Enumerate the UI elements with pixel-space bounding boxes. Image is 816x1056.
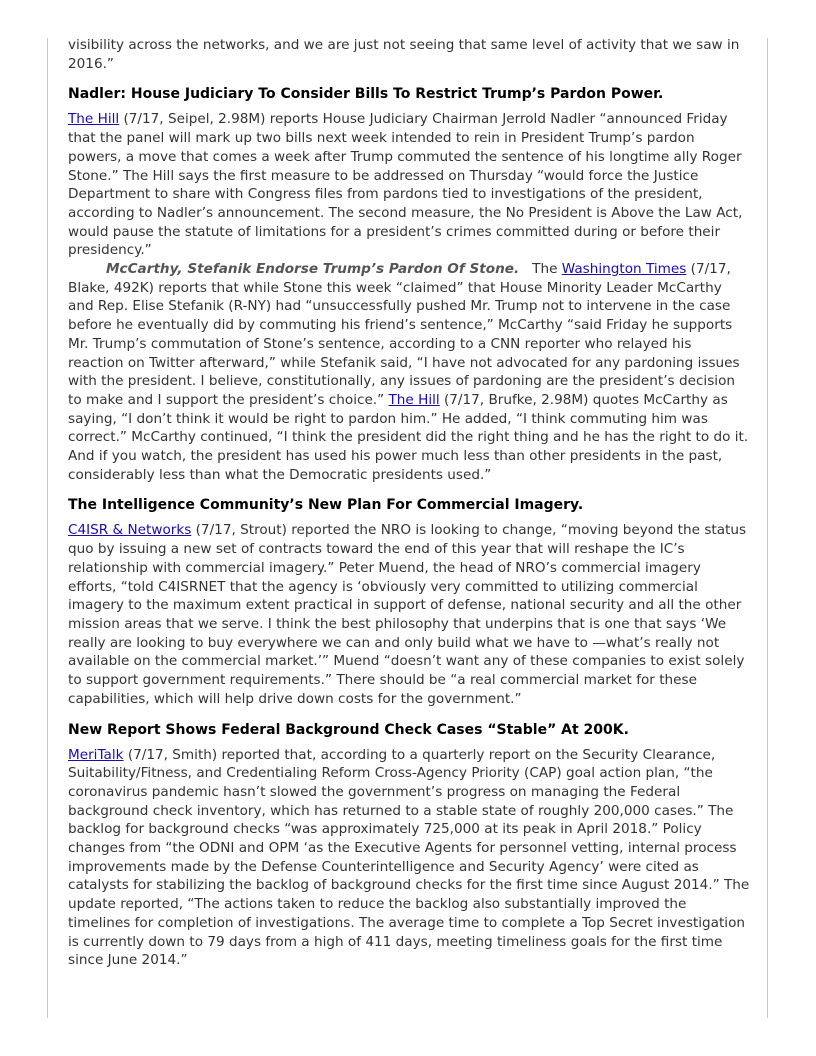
paragraph-text: (7/17, Seipel, 2.98M) reports House Judiciary Chairman Jerrold Nadler “announced Friday that the panel will mark up two bills next week intended to rein in President Trump’s pardon powers, a move that comes a week after Trump commuted the sentence of his longtime ally Roger Stone.” The Hill says the first measure to be addressed on Thursday “would force the Justice Department to share with Congress files from pardons tied to investigations of the president, according to Nadler’s announcement. The second measure, the No President is Above the Law Act, would pause the statute of limitations for a president’s crimes committed during or before their presidency.” — [68, 111, 743, 259]
source-link-c4isr[interactable]: C4ISR & Networks — [68, 522, 192, 539]
paragraph-text: (7/17, Strout) reported the NRO is looking to change, “moving beyond the status quo by issuing a new set of contracts toward the end of this year that will reshape the IC’s relationship with commercial imagery.” Peter Muend, the head of NRO’s commercial imagery efforts, “told C4ISRNET that the agency is ‘obviously very committed to utilizing commercial imagery to the maximum extent practical in support of defense, national security and all the other mission areas that we serve. I think the best philosophy that underpins that is one that says ‘We really are looking to buy everywhere we can and only build what we have to —what’s really not available on the commercial market.’” Muend “doesn’t want any of these companies to exist solely to support government requirements.” There should be “a real commercial market for these capabilities, which will help drive down costs for the government.” — [68, 522, 747, 707]
source-link-washington-times[interactable]: Washington Times — [561, 261, 687, 278]
intro-paragraph: visibility across the networks, and we are just not seeing that same level of activity that we saw in 2016.” — [68, 37, 740, 72]
source-link-the-hill[interactable]: The Hill — [388, 391, 440, 408]
page-border-right — [767, 38, 768, 1018]
paragraph-text: (7/17, Smith) reported that, according to a quarterly report on the Security Clearance, Suitability/Fitness, and Credentialing Reform Cross-Agency Priority (CAP) goal action plan, “the coronavirus pandemic hasn’t slowed the government’s progress on managing the Federal background check inventory, which has returned to a stable state of roughly 200,000 cases.” The backlog for background checks “was approximately 725,000 at its peak in April 2018.” Policy changes from “the ODNI and OPM ‘as the Executive Agents for personnel vetting, internal process improvements made by the Defense Counterintelligence and Security Agency’ were cited as catalysts for stabilizing the backlog of background checks for the first time since August 2014.” The update reported, “The actions taken to reduce the backlog also substantially improved the timelines for completion of investigations. The average time to complete a Top Secret investigation is currently down to 79 days from a high of 411 days, meeting timeliness goals for the first time since June 2014.” — [68, 746, 750, 969]
paragraph-text: (7/17, Blake, 492K) reports that while Stone this week “claimed” that House Minority Leader McCarthy and Rep. Elise Stefanik (R-NY) had “unsuccessfully pushed Mr. Trump not to intervene in the case before he eventually did by commuting his friend’s sentence,” McCarthy “said Friday he supports Mr. Trump’s commutation of Stone’s sentence, according to a CNN reporter who relayed his reaction on Twitter afterward,” while Stefanik said, “I have not advocated for any pardoning issues with the president. I believe, constitutionally, any issues of pardoning are the president’s decision to make and I support the president’s choice.” — [68, 261, 740, 408]
section-nadler — [68, 85, 750, 484]
article-paragraph — [68, 746, 750, 970]
section-heading: The Intelligence Community’s New Plan For Commercial Imagery. — [68, 497, 584, 514]
source-link-meritalk[interactable]: MeriTalk — [68, 746, 124, 763]
source-link-the-hill[interactable]: The Hill — [68, 111, 120, 128]
section-heading: Nadler: House Judiciary To Consider Bills To Restrict Trump’s Pardon Power. — [68, 86, 664, 103]
section-commercial-imagery — [68, 496, 750, 708]
article-paragraph — [68, 260, 750, 484]
article-paragraph — [68, 110, 750, 260]
newsletter-body — [68, 36, 750, 970]
article-paragraph — [68, 521, 750, 708]
page-border-left — [47, 38, 48, 1018]
paragraph-text: (7/17, Brufke, 2.98M) quotes McCarthy as saying, “I don’t think it would be right to pardon him.” He added, “I think commuting him was correct.” McCarthy continued, “I think the president did the right thing and he has the right to do it. And if you watch, the president has used his power much less than other presidents in the past, considerably less than what the Democratic presidents used.” — [68, 391, 749, 483]
subsection-title: McCarthy, Stefanik Endorse Trump’s Pardon Of Stone. — [106, 261, 520, 278]
section-heading: New Report Shows Federal Background Check Cases “Stable” At 200K. — [68, 721, 629, 738]
paragraph-lead: The — [519, 261, 562, 278]
section-background-checks — [68, 721, 750, 970]
